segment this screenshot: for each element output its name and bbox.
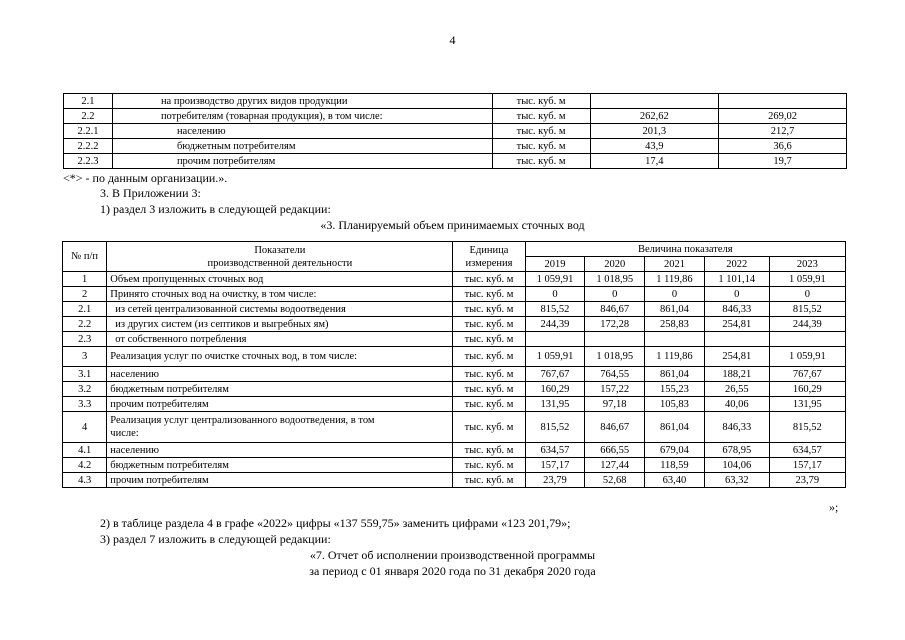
row-value: 666,55 <box>585 443 645 458</box>
table-row <box>63 473 846 488</box>
table-row <box>64 154 847 169</box>
table-row <box>63 347 846 367</box>
row-unit: тыс. куб. м <box>453 397 525 412</box>
row-value: 43,9 <box>590 139 719 154</box>
row-value: 131,95 <box>525 397 585 412</box>
row-value: 254,81 <box>704 347 769 367</box>
row-unit: тыс. куб. м <box>492 94 590 109</box>
row-indicator: прочим потребителям <box>112 154 492 169</box>
row-value: 131,95 <box>769 397 845 412</box>
row-unit: тыс. куб. м <box>453 332 525 347</box>
table-row <box>63 412 846 443</box>
row-value: 127,44 <box>585 458 645 473</box>
row-unit: тыс. куб. м <box>492 139 590 154</box>
row-value: 52,68 <box>585 473 645 488</box>
table-row <box>63 367 846 382</box>
row-value: 155,23 <box>645 382 705 397</box>
row-value: 678,95 <box>704 443 769 458</box>
row-indicator: Принято сточных вод на очистку, в том числе: <box>107 287 453 302</box>
row-number: 3.2 <box>63 382 107 397</box>
row-unit: тыс. куб. м <box>453 317 525 332</box>
row-number: 4.3 <box>63 473 107 488</box>
row-unit: тыс. куб. м <box>453 302 525 317</box>
table-row <box>64 109 847 124</box>
row-unit: тыс. куб. м <box>453 382 525 397</box>
row-value: 1 119,86 <box>645 272 705 287</box>
table-row <box>63 272 846 287</box>
table-row <box>64 94 847 109</box>
row-value: 23,79 <box>769 473 845 488</box>
row-value: 846,67 <box>585 412 645 443</box>
row-value: 104,06 <box>704 458 769 473</box>
heading-section-7-line1: «7. Отчет об исполнении производственной программы <box>309 548 596 562</box>
row-value: 160,29 <box>525 382 585 397</box>
row-value <box>769 332 845 347</box>
row-unit: тыс. куб. м <box>492 109 590 124</box>
row-indicator: Объем пропущенных сточных вод <box>107 272 453 287</box>
row-value <box>719 94 847 109</box>
row-number: 3.1 <box>63 367 107 382</box>
row-value <box>525 332 585 347</box>
header-unit <box>453 242 525 272</box>
header-year: 2023 <box>769 257 845 272</box>
row-indicator: населению <box>112 124 492 139</box>
row-unit: тыс. куб. м <box>453 412 525 443</box>
row-unit: тыс. куб. м <box>453 367 525 382</box>
row-indicator: прочим потребителям <box>107 397 453 412</box>
header-year: 2019 <box>525 257 585 272</box>
row-number: 2.3 <box>63 332 107 347</box>
row-unit: тыс. куб. м <box>453 473 525 488</box>
header-indicator-line1: Показатели <box>254 244 306 256</box>
row-value: 262,62 <box>590 109 719 124</box>
row-indicator: бюджетным потребителям <box>112 139 492 154</box>
row-value: 0 <box>769 287 845 302</box>
row-number: 2.1 <box>63 302 107 317</box>
row-indicator: бюджетным потребителям <box>107 458 453 473</box>
header-indicator <box>107 242 453 272</box>
row-value: 767,67 <box>525 367 585 382</box>
row-number: 1 <box>63 272 107 287</box>
row-value: 258,83 <box>645 317 705 332</box>
row-indicator: из сетей централизованной системы водоотведения <box>107 302 453 317</box>
closing-quote: »; <box>829 500 839 514</box>
row-indicator: потребителям (товарная продукция), в том числе: <box>112 109 492 124</box>
row-value: 0 <box>585 287 645 302</box>
row-value: 846,67 <box>585 302 645 317</box>
header-year: 2021 <box>645 257 705 272</box>
row-value: 63,40 <box>645 473 705 488</box>
row-value: 19,7 <box>719 154 847 169</box>
paragraph-appendix-3: 3. В Приложении 3: <box>100 186 201 200</box>
table-row <box>63 332 846 347</box>
row-value: 26,55 <box>704 382 769 397</box>
row-value: 1 059,91 <box>769 347 845 367</box>
row-value: 40,06 <box>704 397 769 412</box>
row-value: 269,02 <box>719 109 847 124</box>
row-value <box>585 332 645 347</box>
row-value <box>645 332 705 347</box>
row-value: 105,83 <box>645 397 705 412</box>
row-value: 23,79 <box>525 473 585 488</box>
table-row <box>63 382 846 397</box>
row-number: 2.2.2 <box>64 139 113 154</box>
row-value: 97,18 <box>585 397 645 412</box>
row-value: 0 <box>645 287 705 302</box>
row-indicator: на производство других видов продукции <box>112 94 492 109</box>
row-number: 2.2.3 <box>64 154 113 169</box>
row-value: 634,57 <box>525 443 585 458</box>
header-unit-line2: измерения <box>465 257 513 269</box>
heading-section-3: «3. Планируемый объем принимаемых сточных вод <box>320 218 585 232</box>
header-year: 2020 <box>585 257 645 272</box>
row-value: 634,57 <box>769 443 845 458</box>
row-value: 679,04 <box>645 443 705 458</box>
row-number: 2.2.1 <box>64 124 113 139</box>
table-row <box>63 287 846 302</box>
row-unit: тыс. куб. м <box>453 347 525 367</box>
row-value: 846,33 <box>704 412 769 443</box>
row-value: 63,32 <box>704 473 769 488</box>
row-value: 861,04 <box>645 412 705 443</box>
row-value: 815,52 <box>769 412 845 443</box>
row-number: 2.2 <box>63 317 107 332</box>
row-unit: тыс. куб. м <box>453 443 525 458</box>
row-value: 157,22 <box>585 382 645 397</box>
row-unit: тыс. куб. м <box>453 272 525 287</box>
header-indicator-line2: производственной деятельности <box>207 257 353 269</box>
row-indicator: бюджетным потребителям <box>107 382 453 397</box>
table-row <box>63 443 846 458</box>
row-value: 1 101,14 <box>704 272 769 287</box>
table-row <box>63 397 846 412</box>
paragraph-table-4: 2) в таблице раздела 4 в графе «2022» цифры «137 559,75» заменить цифрами «123 201,79»; <box>100 516 571 530</box>
row-indicator-line1: Реализация услуг централизованного водоотведения, в том <box>110 415 375 426</box>
row-indicator: Реализация услуг по очистке сточных вод, в том числе: <box>107 347 453 367</box>
row-unit: тыс. куб. м <box>453 458 525 473</box>
row-value: 157,17 <box>525 458 585 473</box>
row-value: 764,55 <box>585 367 645 382</box>
header-num: № п/п <box>63 242 107 272</box>
row-value: 172,28 <box>585 317 645 332</box>
table-row <box>64 124 847 139</box>
row-value <box>704 332 769 347</box>
row-number: 2 <box>63 287 107 302</box>
row-value: 1 018,95 <box>585 347 645 367</box>
row-value: 118,59 <box>645 458 705 473</box>
row-number: 3 <box>63 347 107 367</box>
wastewater-table <box>62 241 846 488</box>
row-value: 767,67 <box>769 367 845 382</box>
row-value: 815,52 <box>525 302 585 317</box>
row-value: 815,52 <box>525 412 585 443</box>
table-row <box>63 302 846 317</box>
row-number: 4.1 <box>63 443 107 458</box>
table-row <box>63 317 846 332</box>
row-number: 4 <box>63 412 107 443</box>
row-value: 815,52 <box>769 302 845 317</box>
row-value: 1 059,91 <box>525 272 585 287</box>
row-value: 201,3 <box>590 124 719 139</box>
row-value: 254,81 <box>704 317 769 332</box>
row-indicator: населению <box>107 367 453 382</box>
row-value: 244,39 <box>525 317 585 332</box>
row-value: 160,29 <box>769 382 845 397</box>
row-value: 17,4 <box>590 154 719 169</box>
row-value: 861,04 <box>645 302 705 317</box>
row-indicator: из других систем (из септиков и выгребных ям) <box>107 317 453 332</box>
header-value: Величина показателя <box>525 242 845 257</box>
table-continuation <box>63 93 847 169</box>
row-value: 188,21 <box>704 367 769 382</box>
row-indicator: населению <box>107 443 453 458</box>
row-value: 244,39 <box>769 317 845 332</box>
row-indicator: прочим потребителям <box>107 473 453 488</box>
row-value: 1 059,91 <box>525 347 585 367</box>
row-number: 3.3 <box>63 397 107 412</box>
row-value: 1 018,95 <box>585 272 645 287</box>
page-number: 4 <box>449 33 456 47</box>
row-number: 4.2 <box>63 458 107 473</box>
table-row <box>64 139 847 154</box>
paragraph-section-7: 3) раздел 7 изложить в следующей редакции: <box>100 532 331 546</box>
row-number: 2.1 <box>64 94 113 109</box>
table-row <box>63 458 846 473</box>
row-value: 212,7 <box>719 124 847 139</box>
row-value: 0 <box>704 287 769 302</box>
header-unit-line1: Единица <box>469 244 509 256</box>
row-indicator-line2: числе: <box>110 428 139 439</box>
row-value: 157,17 <box>769 458 845 473</box>
footnote: <*> - по данным организации.». <box>63 171 228 185</box>
row-value: 861,04 <box>645 367 705 382</box>
row-unit: тыс. куб. м <box>492 154 590 169</box>
paragraph-section-3: 1) раздел 3 изложить в следующей редакции: <box>100 202 331 216</box>
row-value: 36,6 <box>719 139 847 154</box>
row-value <box>590 94 719 109</box>
row-value: 0 <box>525 287 585 302</box>
row-value: 1 059,91 <box>769 272 845 287</box>
heading-section-7-line2: за период с 01 января 2020 года по 31 декабря 2020 года <box>309 564 596 578</box>
row-indicator <box>107 412 453 443</box>
row-unit: тыс. куб. м <box>492 124 590 139</box>
row-indicator: от собственного потребления <box>107 332 453 347</box>
row-unit: тыс. куб. м <box>453 287 525 302</box>
row-value: 846,33 <box>704 302 769 317</box>
row-number: 2.2 <box>64 109 113 124</box>
row-value: 1 119,86 <box>645 347 705 367</box>
header-year: 2022 <box>704 257 769 272</box>
